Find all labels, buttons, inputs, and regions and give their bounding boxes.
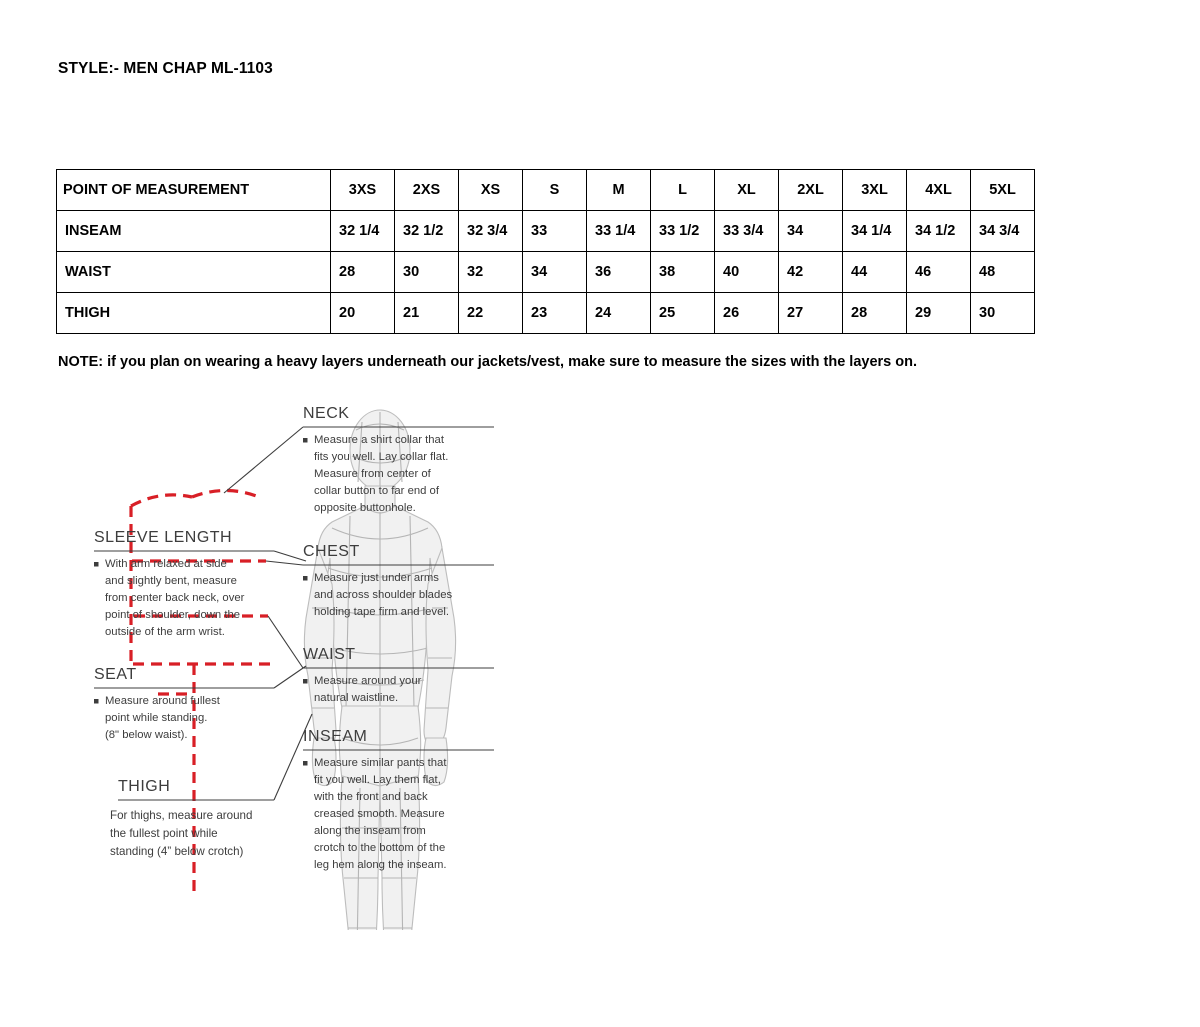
inseam-body-line-5: along the inseam from — [314, 825, 426, 837]
seat-body-line-2: point while standing. — [105, 712, 208, 724]
cell-inseam-s: 33 — [523, 211, 587, 252]
cell-inseam-xl: 33 3/4 — [715, 211, 779, 252]
chest-heading: CHEST — [303, 543, 360, 560]
inseam-body-line-1: Measure similar pants that — [314, 757, 447, 769]
cell-inseam-4xl: 34 1/2 — [907, 211, 971, 252]
waist-body-line-1: Measure around your — [314, 675, 422, 687]
thigh-body-line-2: the fullest point while — [110, 827, 218, 840]
neck-body-line-3: Measure from center of — [314, 468, 431, 480]
cell-inseam-xs: 32 3/4 — [459, 211, 523, 252]
neck-body-line-1: Measure a shirt collar that — [314, 434, 444, 446]
neck-body-line-4: collar button to far end of — [314, 485, 439, 497]
measurement-note: NOTE: if you plan on wearing a heavy layers underneath our jackets/vest, make sure to measure the sizes with the layers on. — [58, 354, 918, 370]
inseam-body-line-4: creased smooth. Measure — [314, 808, 445, 820]
cell-inseam-2xl: 34 — [779, 211, 843, 252]
thigh-heading: THIGH — [118, 778, 171, 795]
inseam-heading: INSEAM — [303, 728, 368, 745]
size-chart-table — [56, 169, 1035, 334]
column-header-2xs: 2XS — [395, 170, 459, 211]
thigh-body-line-1: For thighs, measure around — [110, 809, 253, 822]
column-header-2xl: 2XL — [779, 170, 843, 211]
row-label-inseam: INSEAM — [57, 211, 331, 252]
column-header-3xl: 3XL — [843, 170, 907, 211]
column-header-point-of-measurement: POINT OF MEASUREMENT — [57, 170, 331, 211]
cell-inseam-l: 33 1/2 — [651, 211, 715, 252]
column-header-4xl: 4XL — [907, 170, 971, 211]
table-row — [57, 211, 1035, 252]
cell-thigh-s: 23 — [523, 293, 587, 334]
cell-waist-2xs: 30 — [395, 252, 459, 293]
inseam-body-line-7: leg hem along the inseam. — [314, 859, 447, 871]
sleeve-length-heading: SLEEVE LENGTH — [94, 529, 233, 546]
cell-thigh-3xl: 28 — [843, 293, 907, 334]
neck-heading: NECK — [303, 405, 350, 422]
row-label-thigh: THIGH — [57, 293, 331, 334]
cell-waist-s: 34 — [523, 252, 587, 293]
cell-thigh-4xl: 29 — [907, 293, 971, 334]
page-title: STYLE:- MEN CHAP ML-1103 — [58, 60, 273, 77]
row-label-waist: WAIST — [57, 252, 331, 293]
chest-body-line-1: Measure just under arms — [314, 572, 439, 584]
neck-body-line-5: opposite buttonhole. — [314, 502, 416, 514]
column-header-l: L — [651, 170, 715, 211]
column-header-5xl: 5XL — [971, 170, 1035, 211]
sleeve-length-body-line-2: and slightly bent, measure — [105, 575, 237, 587]
waist-body-line-2: natural waistline. — [314, 692, 399, 704]
cell-waist-xl: 40 — [715, 252, 779, 293]
cell-waist-3xs: 28 — [331, 252, 395, 293]
cell-waist-2xl: 42 — [779, 252, 843, 293]
cell-inseam-m: 33 1/4 — [587, 211, 651, 252]
cell-inseam-3xs: 32 1/4 — [331, 211, 395, 252]
inseam-body-line-3: with the front and back — [314, 791, 428, 803]
cell-waist-4xl: 46 — [907, 252, 971, 293]
table-row — [57, 293, 1035, 334]
cell-thigh-m: 24 — [587, 293, 651, 334]
sleeve-length-body-line-5: outside of the arm wrist. — [105, 626, 225, 638]
cell-inseam-5xl: 34 3/4 — [971, 211, 1035, 252]
cell-inseam-2xs: 32 1/2 — [395, 211, 459, 252]
column-header-xl: XL — [715, 170, 779, 211]
inseam-body-line-2: fit you well. Lay them flat, — [314, 774, 441, 786]
cell-thigh-xl: 26 — [715, 293, 779, 334]
inseam-body-line-6: crotch to the bottom of the — [314, 842, 446, 854]
column-header-3xs: 3XS — [331, 170, 395, 211]
sleeve-length-body-line-1: With arm relaxed at side — [105, 558, 227, 570]
cell-waist-xs: 32 — [459, 252, 523, 293]
column-header-xs: XS — [459, 170, 523, 211]
cell-thigh-3xs: 20 — [331, 293, 395, 334]
measurement-diagram — [74, 394, 725, 930]
cell-thigh-2xl: 27 — [779, 293, 843, 334]
table-row — [57, 252, 1035, 293]
cell-waist-l: 38 — [651, 252, 715, 293]
chest-body-line-3: holding tape firm and level. — [314, 606, 450, 618]
cell-thigh-5xl: 30 — [971, 293, 1035, 334]
cell-thigh-l: 25 — [651, 293, 715, 334]
seat-body-line-3: (8" below waist). — [105, 729, 188, 741]
chest-body-line-2: and across shoulder blades — [314, 589, 453, 601]
cell-waist-5xl: 48 — [971, 252, 1035, 293]
callout-seat — [94, 666, 306, 741]
sleeve-length-body-line-3: from center back neck, over — [105, 592, 245, 604]
thigh-body-line-3: standing (4” below crotch) — [110, 845, 244, 858]
seat-heading: SEAT — [94, 666, 137, 683]
waist-heading: WAIST — [303, 646, 356, 663]
table-header-row — [57, 170, 1035, 211]
cell-thigh-xs: 22 — [459, 293, 523, 334]
column-header-s: S — [523, 170, 587, 211]
callout-inseam — [303, 728, 494, 871]
neck-body-line-2: fits you well. Lay collar flat. — [314, 451, 449, 463]
cell-inseam-3xl: 34 1/4 — [843, 211, 907, 252]
cell-waist-m: 36 — [587, 252, 651, 293]
sleeve-length-body-line-4: point of shoulder, down the — [105, 609, 241, 621]
cell-waist-3xl: 44 — [843, 252, 907, 293]
seat-body-line-1: Measure around fullest — [105, 695, 220, 707]
cell-thigh-2xs: 21 — [395, 293, 459, 334]
column-header-m: M — [587, 170, 651, 211]
callout-sleeve-length — [94, 529, 306, 638]
